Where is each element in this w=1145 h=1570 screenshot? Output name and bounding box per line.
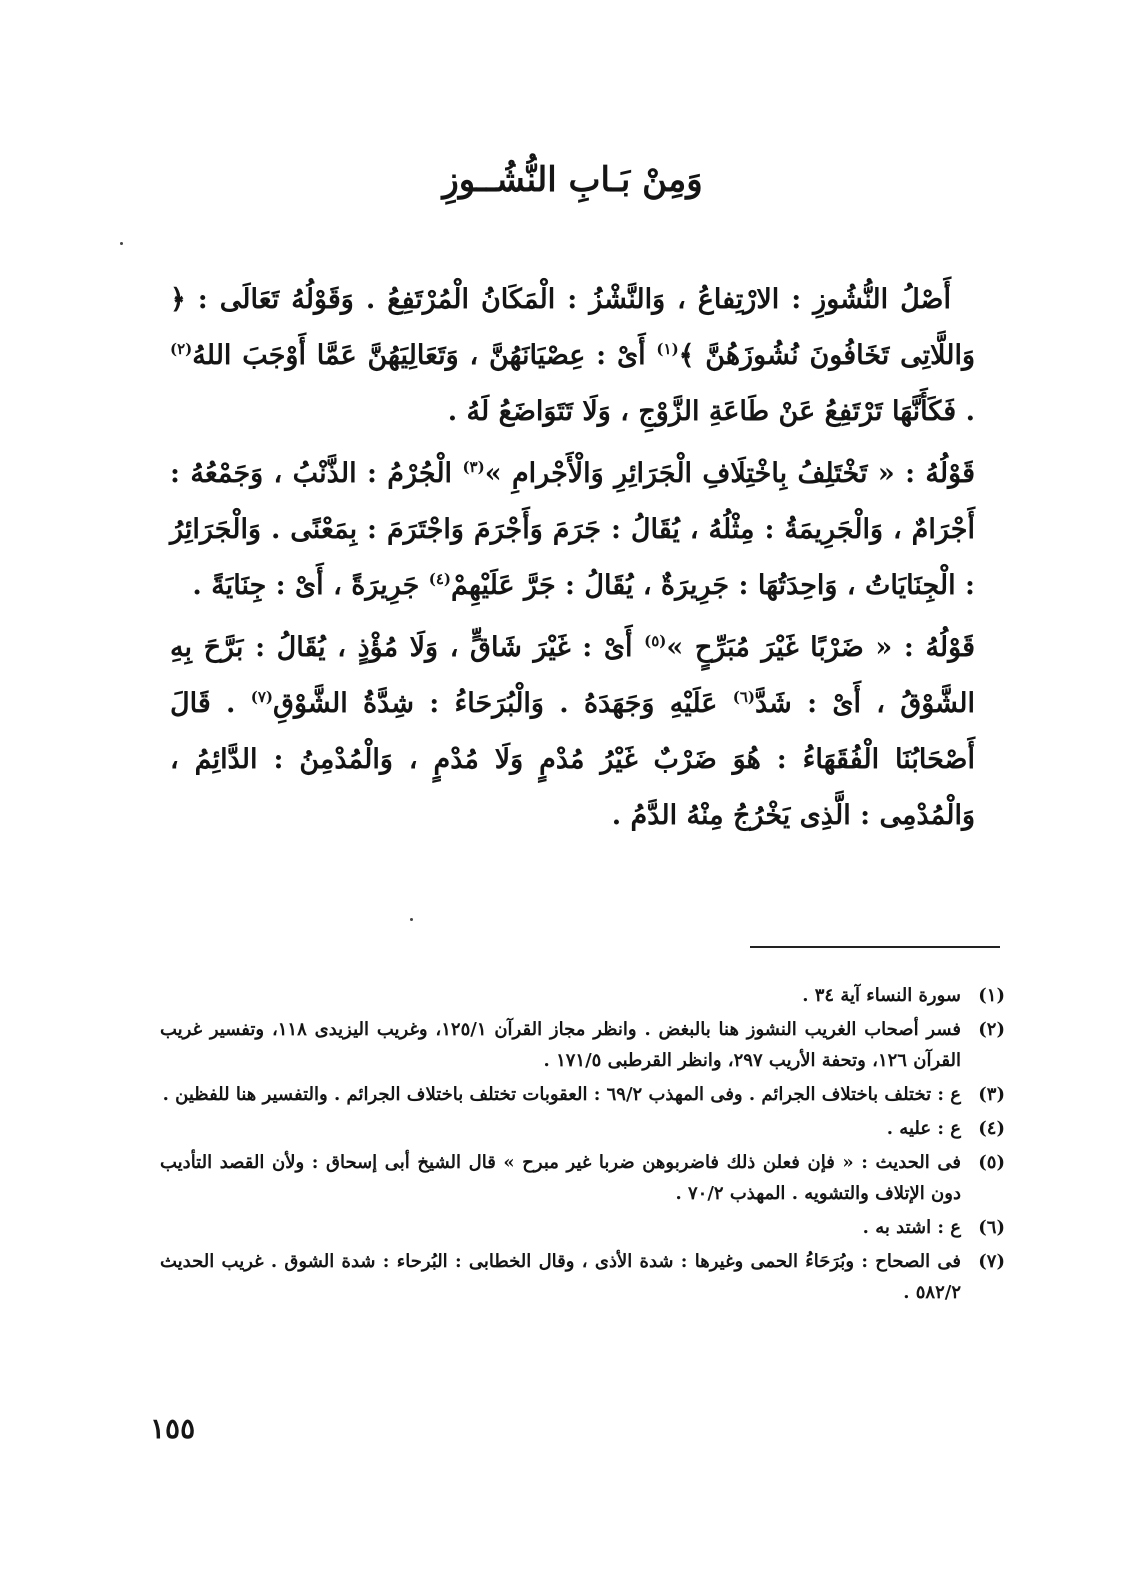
- paragraph: [170, 272, 975, 440]
- footnote-reference: (٤): [428, 570, 452, 588]
- footnote-text: فى الحديث : « فإن فعلن ذلك فاضربوهن ضربا غير مبرح » قال الشيخ أبى إسحاق : ولأن القصد التأديب دون الإتلاف والتشويه . المهذب ٧٠/٢ .: [160, 1152, 961, 1204]
- text-run: . قَالَ أَصْحَابُنَا الْفُقَهَاءُ : هُوَ ضَرْبٌ غَيْرُ مُدْمٍ وَلَا مُدْمٍ ، وَالْمُدْمِنُ : الدَّائِمُ ، وَالْمُدْمِى : الَّذِى يَخْرُجُ مِنْهُ الدَّمُ .: [170, 688, 975, 831]
- footnote: [160, 1113, 1005, 1144]
- text-run: أَىْ : عِصْيَانَهُنَّ ، وَتَعَالِيَهُنَّ عَمَّا أَوْجَبَ اللهُ: [192, 340, 657, 371]
- footnote-reference: (٥): [644, 632, 667, 650]
- scan-speck: [410, 918, 413, 921]
- footnote-text: فى الصحاح : وبُرَحَاءُ الحمى وغيرها : شدة الأذى ، وقال الخطابى : البُرحاء : شدة الشوق . غريب الحديث ٥٨٢/٢ .: [160, 1251, 961, 1303]
- footnote: [160, 1014, 1005, 1076]
- footnote-number: (١): [978, 985, 1005, 1006]
- footnote: [160, 1212, 1005, 1243]
- paragraph: [170, 446, 975, 614]
- text-run: قَوْلُهُ : « ضَرْبًا غَيْرَ مُبَرِّحٍ »: [666, 632, 975, 663]
- footnote-number: (٣): [978, 1084, 1005, 1105]
- scan-speck: [120, 242, 123, 245]
- footnote: [160, 1246, 1005, 1308]
- footnote: [160, 1079, 1005, 1110]
- text-run: أَىْ : غَيْرَ شَاقٍّ ، وَلَا مُؤْذٍ ، يُقَالُ : بَرَّحَ بِهِ الشَّوْقُ ، أَىْ : شَدَّ: [170, 632, 975, 719]
- footnote-number: (٤): [978, 1118, 1005, 1139]
- footnotes: [160, 980, 1005, 1311]
- footnote-number: (٢): [978, 1019, 1005, 1040]
- text-run: عَلَيْهِ وَجَهَدَهُ . وَالْبُرَحَاءُ : شِدَّةُ الشَّوْقِ: [273, 688, 733, 719]
- paragraph: [170, 620, 975, 844]
- footnote-text: فسر أصحاب الغريب النشوز هنا بالبغض . وانظر مجاز القرآن ١٢٥/١، وغريب اليزيدى ١١٨، وتفسير غريب القرآن ١٢٦، وتحفة الأريب ٢٩٧، وانظر القرطبى ١٧١/٥ .: [160, 1019, 962, 1071]
- text-run: جَرِيرَةً ، أَىْ : جِنَايَةً .: [192, 570, 429, 601]
- chapter-title: وَمِنْ بَـابِ النُّشُــوزِ: [442, 160, 703, 200]
- text-run: . فَكَأَنَّهَا تَرْتَفِعُ عَنْ طَاعَةِ الزَّوْجِ ، وَلَا تَتَوَاضَعُ لَهُ .: [447, 396, 975, 427]
- footnote-divider: [750, 946, 1000, 948]
- text-run: الْجُرْمُ : الذَّنْبُ ، وَجَمْعُهُ : أَجْرَامٌ ، وَالْجَرِيمَةُ : مِثْلُهُ ، يُقَالُ : جَرَمَ وَأَجْرَمَ وَاجْتَرَمَ : بِمَعْنًى . وَالْجَرَائِرُ : الْجِنَايَاتُ ، وَاحِدَتُهَا : جَرِيرَةٌ ، يُقَالُ : جَرَّ عَلَيْهِمْ: [170, 458, 975, 601]
- page-number: ١٥٥: [150, 1412, 196, 1445]
- footnote-reference: (٧): [250, 688, 274, 706]
- footnote-reference: (٦): [732, 688, 755, 706]
- footnote-text: ع : اشتد به .: [862, 1217, 961, 1238]
- footnote-number: (٦): [978, 1217, 1005, 1238]
- footnote-text: ع : تختلف باختلاف الجرائم . وفى المهذب ٦٩/٢ : العقوبات تختلف باختلاف الجرائم . والتفسير هنا للفظين .: [162, 1084, 961, 1105]
- main-text: [170, 272, 975, 850]
- footnote-reference: (٢): [170, 340, 193, 358]
- footnote-number: (٧): [978, 1251, 1005, 1272]
- footnote: [160, 980, 1005, 1011]
- footnote: [160, 1147, 1005, 1209]
- footnote-text: ع : عليه .: [886, 1118, 961, 1139]
- text-run: أَصْلُ النُّشُوزِ : الارْتِفاعُ ، وَالنَّشْزُ : الْمَكَانُ الْمُرْتَفِعُ . وَقَوْلُهُ تَعَالَى : ﴿ وَاللَّاتِى تَخَافُونَ نُشُوزَهُنَّ ﴾: [170, 284, 976, 371]
- footnote-text: سورة النساء آية ٣٤ .: [802, 985, 961, 1006]
- footnote-number: (٥): [978, 1152, 1005, 1173]
- footnote-reference: (٣): [462, 458, 485, 476]
- footnote-reference: (١): [656, 340, 679, 358]
- text-run: قَوْلُهُ : « تَخْتَلِفُ بِاخْتِلَافِ الْجَرَائِرِ وَالْأَجْرامِ »: [484, 458, 975, 489]
